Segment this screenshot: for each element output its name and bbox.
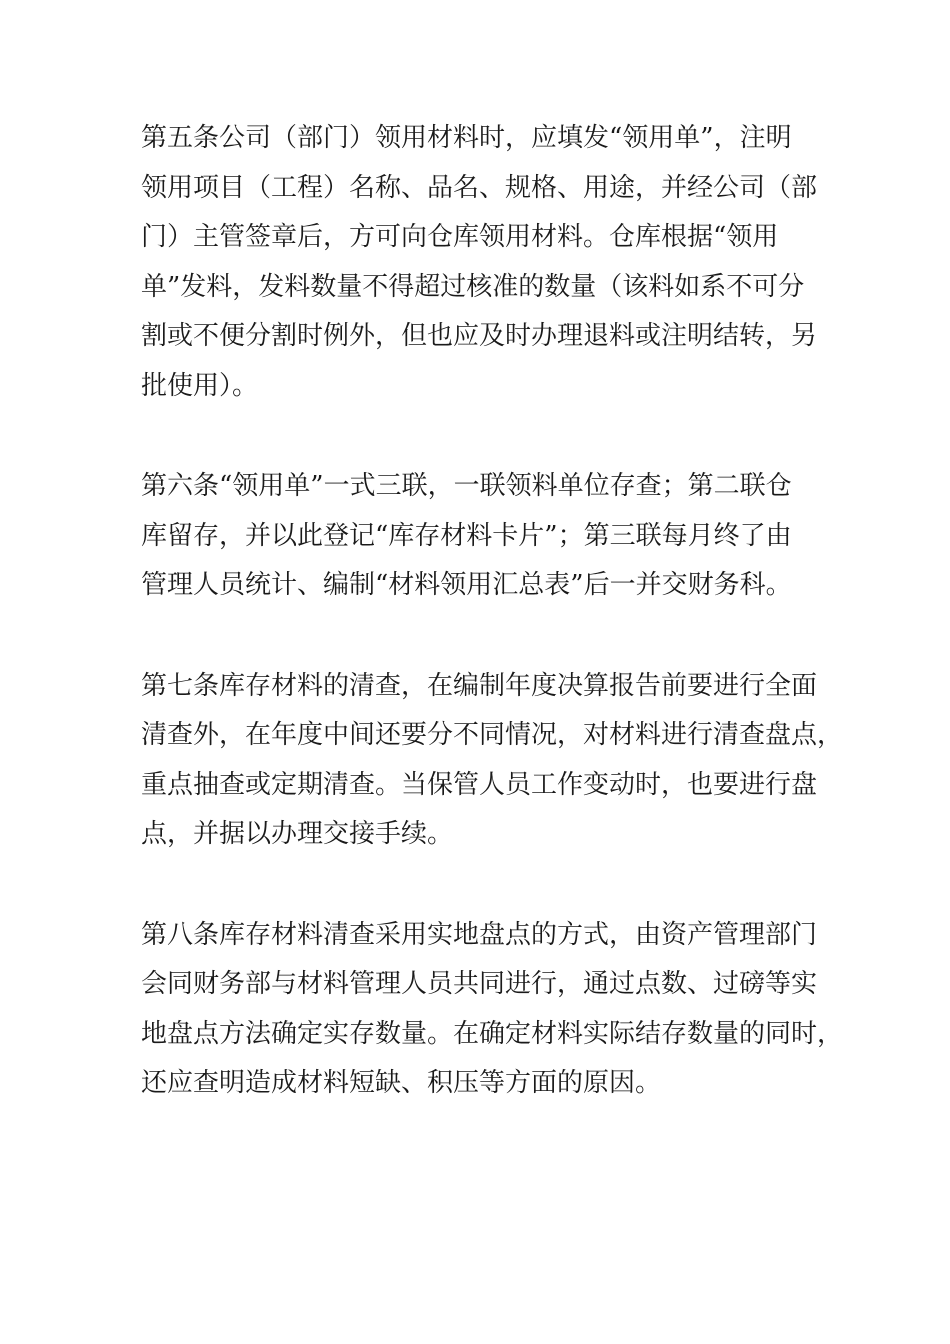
article-8 <box>141 911 844 1109</box>
article-5 <box>141 114 818 411</box>
article-line: 会同财务部与材料管理人员共同进行，通过点数、过磅等实 <box>141 969 818 999</box>
article-line: 清查外，在年度中间还要分不同情况，对材料进行清查盘点， <box>141 720 844 750</box>
article-line: 管理人员统计、编制“材料领用汇总表”后一并交财务科。 <box>141 570 792 600</box>
article-line: 割或不便分割时例外，但也应及时办理退料或注明结转，另 <box>141 321 818 351</box>
article-line: 门）主管签章后，方可向仓库领用材料。仓库根据“领用 <box>141 222 779 252</box>
article-7 <box>141 662 844 860</box>
article-6 <box>141 462 811 611</box>
article-line: 重点抽查或定期清查。当保管人员工作变动时，也要进行盘 <box>141 769 818 800</box>
article-line: 批使用）。 <box>141 370 259 401</box>
article-line: 点，并据以办理交接手续。 <box>141 819 454 849</box>
article-line: 单”发料，发料数量不得超过核准的数量（该料如系不可分 <box>141 271 805 302</box>
article-line: 库留存，并以此登记“库存材料卡片”；第三联每月终了由 <box>141 520 792 551</box>
article-line: 第五条公司（部门）领用材料时，应填发“领用单”，注明 <box>141 123 792 153</box>
article-line: 领用项目（工程）名称、品名、规格、用途，并经公司（部 <box>141 172 818 203</box>
article-line: 还应查明造成材料短缺、积压等方面的原因。 <box>141 1068 662 1098</box>
article-line: 地盘点方法确定实存数量。在确定材料实际结存数量的同时， <box>141 1018 844 1049</box>
article-line: 第七条库存材料的清查，在编制年度决算报告前要进行全面 <box>141 670 818 701</box>
document-body <box>141 114 844 1160</box>
article-line: 第八条库存材料清查采用实地盘点的方式，由资产管理部门 <box>141 919 818 950</box>
article-line: 第六条“领用单”一式三联，一联领料单位存查；第二联仓 <box>141 471 792 501</box>
